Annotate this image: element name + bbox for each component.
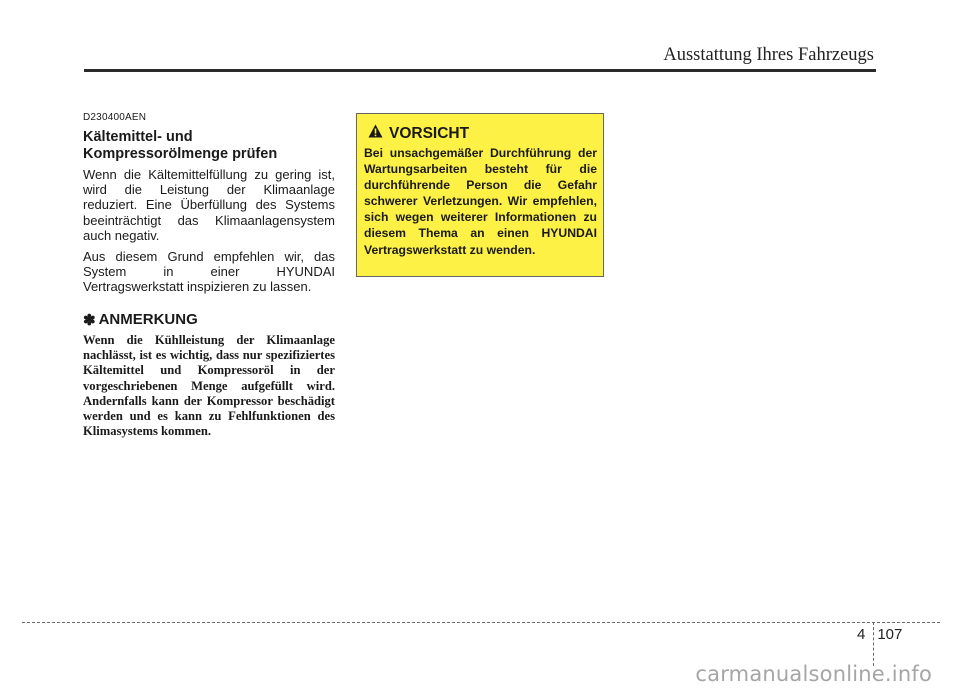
header-rule <box>84 69 876 72</box>
footer-rule <box>22 622 940 623</box>
watermark: carmanualsonline.info <box>695 662 932 686</box>
warning-text: Bei unsachgemäßer Durchführung der Wartungsarbeiten besteht für die durchführende Person die Gefahr schwerer Verletzungen. Wir empfehlen, sich wegen weiterer Informationen zu diesem Thema an einen HYUNDAI Vertragswerkstatt zu wenden. <box>364 146 597 257</box>
left-column <box>83 112 335 440</box>
warning-box <box>356 113 604 277</box>
warning-heading <box>368 124 597 143</box>
warning-triangle-icon <box>368 124 383 143</box>
note-heading <box>83 311 335 329</box>
note-body: Wenn die Kühlleistung der Klimaanlage nachlässt, ist es wichtig, dass nur spezifiziertes Kältemittel und Kompressoröl in der vorgeschriebenen Menge aufgefüllt wird. Andernfalls kann der Kompressor beschädigt werden und es kann zu Fehlfunktionen des Klimasystems kommen. <box>83 332 335 439</box>
chapter-number: 4 <box>857 626 866 643</box>
page-number <box>857 626 902 643</box>
page-header-title: Ausstattung Ihres Fahrzeugs <box>663 45 874 65</box>
section-code: D230400AEN <box>83 112 147 123</box>
paragraph-1: Wenn die Kältemittelfüllung zu gering ist, wird die Leistung der Klimaanlage reduziert. Eine Überfüllung des Systems beeinträchtigt das Klimaanlagensystem auch negativ. <box>83 167 335 243</box>
note-symbol-icon: ✽ <box>83 311 96 329</box>
page-number-value: 107 <box>877 626 903 643</box>
warning-title: VORSICHT <box>389 124 470 142</box>
paragraph-2: Aus diesem Grund empfehlen wir, das System in einer HYUNDAI Vertragswerkstatt inspizieren zu lassen. <box>83 249 335 295</box>
note-title: ANMERKUNG <box>98 311 198 329</box>
section-title: Kältemittel- und Kompressorölmenge prüfen <box>83 129 278 162</box>
